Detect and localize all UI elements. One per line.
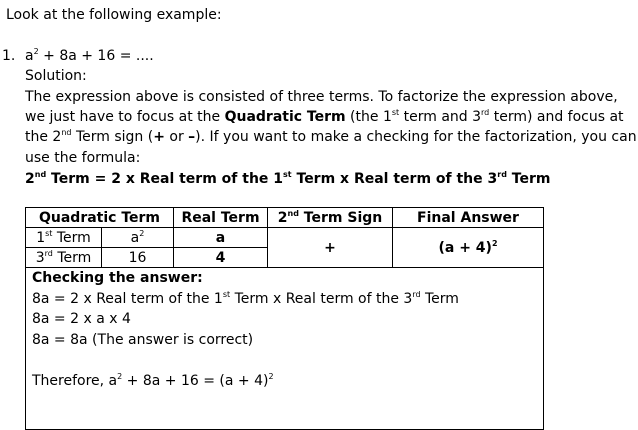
- table-row: [26, 228, 544, 248]
- header-real-term: Real Term: [174, 208, 268, 228]
- paragraph-line-1: The expression above is consisted of three terms. To factorize the expression above,: [25, 89, 618, 105]
- problem-number: 1.: [2, 48, 16, 64]
- checking-title: Checking the answer:: [32, 270, 203, 286]
- intro-text: Look at the following example:: [6, 7, 222, 23]
- row1-quadratic: $a^2$: [102, 228, 174, 248]
- paragraph-line-3: the 2nd Term sign (+ or –). If you want to make a checking for the factorization, you can: [25, 128, 637, 145]
- problem-expression: $a^2 + 8a + 16$ = ....: [25, 47, 154, 64]
- term-sign-cell: +: [268, 228, 393, 268]
- solution-label: Solution:: [25, 68, 87, 84]
- row2-term-label: 3rd Term: [26, 248, 102, 268]
- header-final-answer: Final Answer: [393, 208, 544, 228]
- row2-quadratic: 16: [102, 248, 174, 268]
- final-answer-cell: $(a + 4)^2$: [393, 228, 544, 268]
- row2-real-term: 4: [174, 248, 268, 268]
- checking-row: [26, 268, 544, 430]
- checking-line-1: 8a = 2 x Real term of the 1st Term x Real term of the 3rd Term: [32, 289, 459, 307]
- header-quadratic-term: Quadratic Term: [26, 208, 174, 228]
- paragraph-line-4: use the formula:: [25, 150, 141, 166]
- row1-real-term: a: [174, 228, 268, 248]
- factorization-table: [25, 207, 544, 430]
- formula: 2nd Term = 2 x Real term of the 1st Term x Real term of the 3rd Term: [25, 170, 551, 187]
- table-header-row: [26, 208, 544, 228]
- blank-line: [32, 350, 543, 371]
- checking-line-2: 8a = 2 x a x 4: [32, 311, 131, 327]
- paragraph-line-2: we just have to focus at the Quadratic Term (the 1st term and 3rd term) and focus at: [25, 108, 624, 125]
- checking-line-3: 8a = 8a (The answer is correct): [32, 331, 254, 348]
- header-term-sign: 2nd Term Sign: [268, 208, 393, 228]
- conclusion-line: Therefore, $a^2 + 8a + 16 = (a + 4)^2$: [32, 371, 274, 389]
- row1-term-label: 1st Term: [26, 228, 102, 248]
- checking-cell: [26, 268, 544, 430]
